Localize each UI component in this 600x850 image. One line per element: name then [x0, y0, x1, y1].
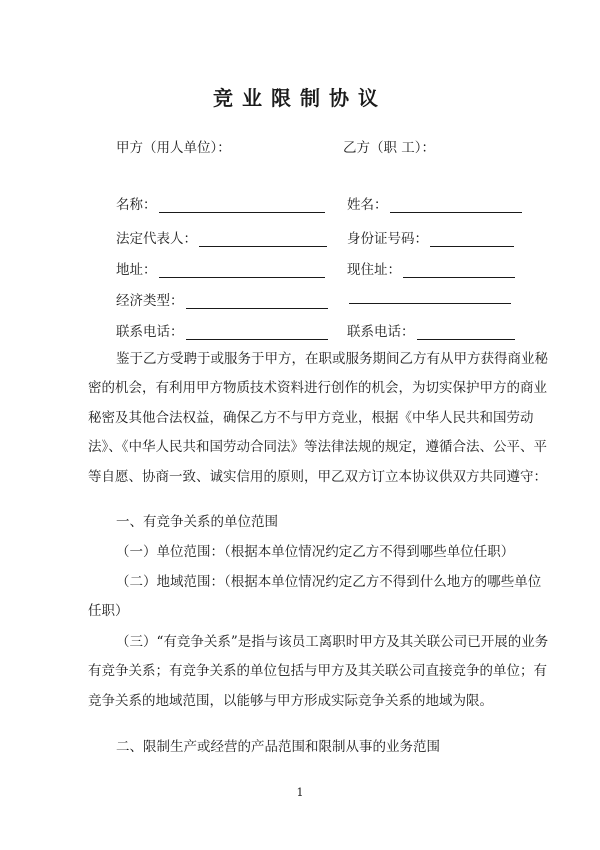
field-label: 姓名： — [347, 197, 388, 213]
field-label: 法定代表人： — [116, 231, 197, 247]
fill-in-line[interactable] — [186, 325, 328, 340]
fill-in-line[interactable] — [417, 325, 515, 340]
form-row-address — [116, 258, 325, 278]
form-row-name-left — [116, 193, 325, 213]
text-line: 有竞争关系；有竞争关系的单位包括与甲方及其关联公司直接竞争的单位；有 — [88, 663, 547, 680]
section-1-heading — [116, 508, 536, 537]
fill-in-line[interactable] — [390, 198, 522, 213]
field-label: 名称： — [116, 197, 157, 213]
form-row-id-number — [347, 227, 514, 247]
form-row-name-right — [347, 193, 522, 213]
page-number: 1 — [296, 786, 304, 799]
form-row-phone-left — [116, 320, 328, 340]
form-row-economic-type — [116, 289, 328, 309]
document-title: 竞业限制协议 — [213, 86, 387, 110]
field-label: 联系电话： — [347, 324, 415, 340]
text-line: （二）地域范围：（根据本单位情况约定乙方不得到什么地方的哪些单位 — [116, 574, 542, 590]
form-row-current-address — [347, 258, 515, 278]
fill-in-line[interactable] — [159, 263, 325, 278]
fill-in-line[interactable] — [159, 198, 325, 213]
fill-in-line[interactable] — [186, 294, 328, 309]
field-label: 经济类型： — [116, 293, 184, 309]
text-line: 等自愿、协商一致、诚实信用的原则，甲乙双方订立本协议供双方共同遵守： — [88, 468, 547, 485]
text-line: 任职） — [88, 603, 129, 620]
party-a-label: 甲方（用人单位）： — [116, 140, 231, 156]
fill-in-line[interactable] — [403, 263, 515, 278]
item-1 — [116, 538, 536, 567]
preamble-paragraph — [88, 345, 548, 492]
item-3 — [88, 628, 549, 716]
party-b-label: 乙方（职 工）： — [343, 140, 436, 156]
field-label: 身份证号码： — [347, 231, 428, 247]
section-2-heading — [116, 733, 536, 762]
text-line: 密的机会，有利用甲方物质技术资料进行创作的机会，为切实保护甲方的商业 — [88, 380, 547, 397]
text-line: （三）“有竞争关系”是指与该员工离职时甲方及其关联公司已开展的业务 — [116, 634, 549, 650]
text-line: 法》、《中华人民共和国劳动合同法》等法律法规的规定，遵循合法、公平、平 — [88, 439, 547, 456]
text-line: 秘密及其他合法权益，确保乙方不与甲方竞业，根据《中华人民共和国劳动 — [88, 409, 534, 426]
field-label: 联系电话： — [116, 324, 184, 340]
item-2 — [88, 568, 542, 627]
fill-in-line[interactable] — [349, 289, 511, 304]
section-heading: 二、限制生产或经营的产品范围和限制从事的业务范围 — [116, 739, 440, 755]
fill-in-line[interactable] — [430, 232, 514, 247]
text-line: 鉴于乙方受聘于或服务于甲方，在职或服务期间乙方有从甲方获得商业秘 — [116, 351, 548, 367]
fill-in-line[interactable] — [199, 232, 327, 247]
form-row-phone-right — [347, 320, 515, 340]
section-heading: 一、有竞争关系的单位范围 — [116, 514, 278, 530]
form-row-legal-rep — [116, 227, 327, 247]
field-label: 地址： — [116, 262, 157, 278]
form-row-blank — [347, 289, 511, 304]
text-line: 竞争关系的地域范围，以能够与甲方形成实际竞争关系的地域为限。 — [88, 692, 493, 709]
text-line: （一）单位范围：（根据本单位情况约定乙方不得到哪些单位任职） — [116, 544, 515, 560]
field-label: 现住址： — [347, 262, 401, 278]
